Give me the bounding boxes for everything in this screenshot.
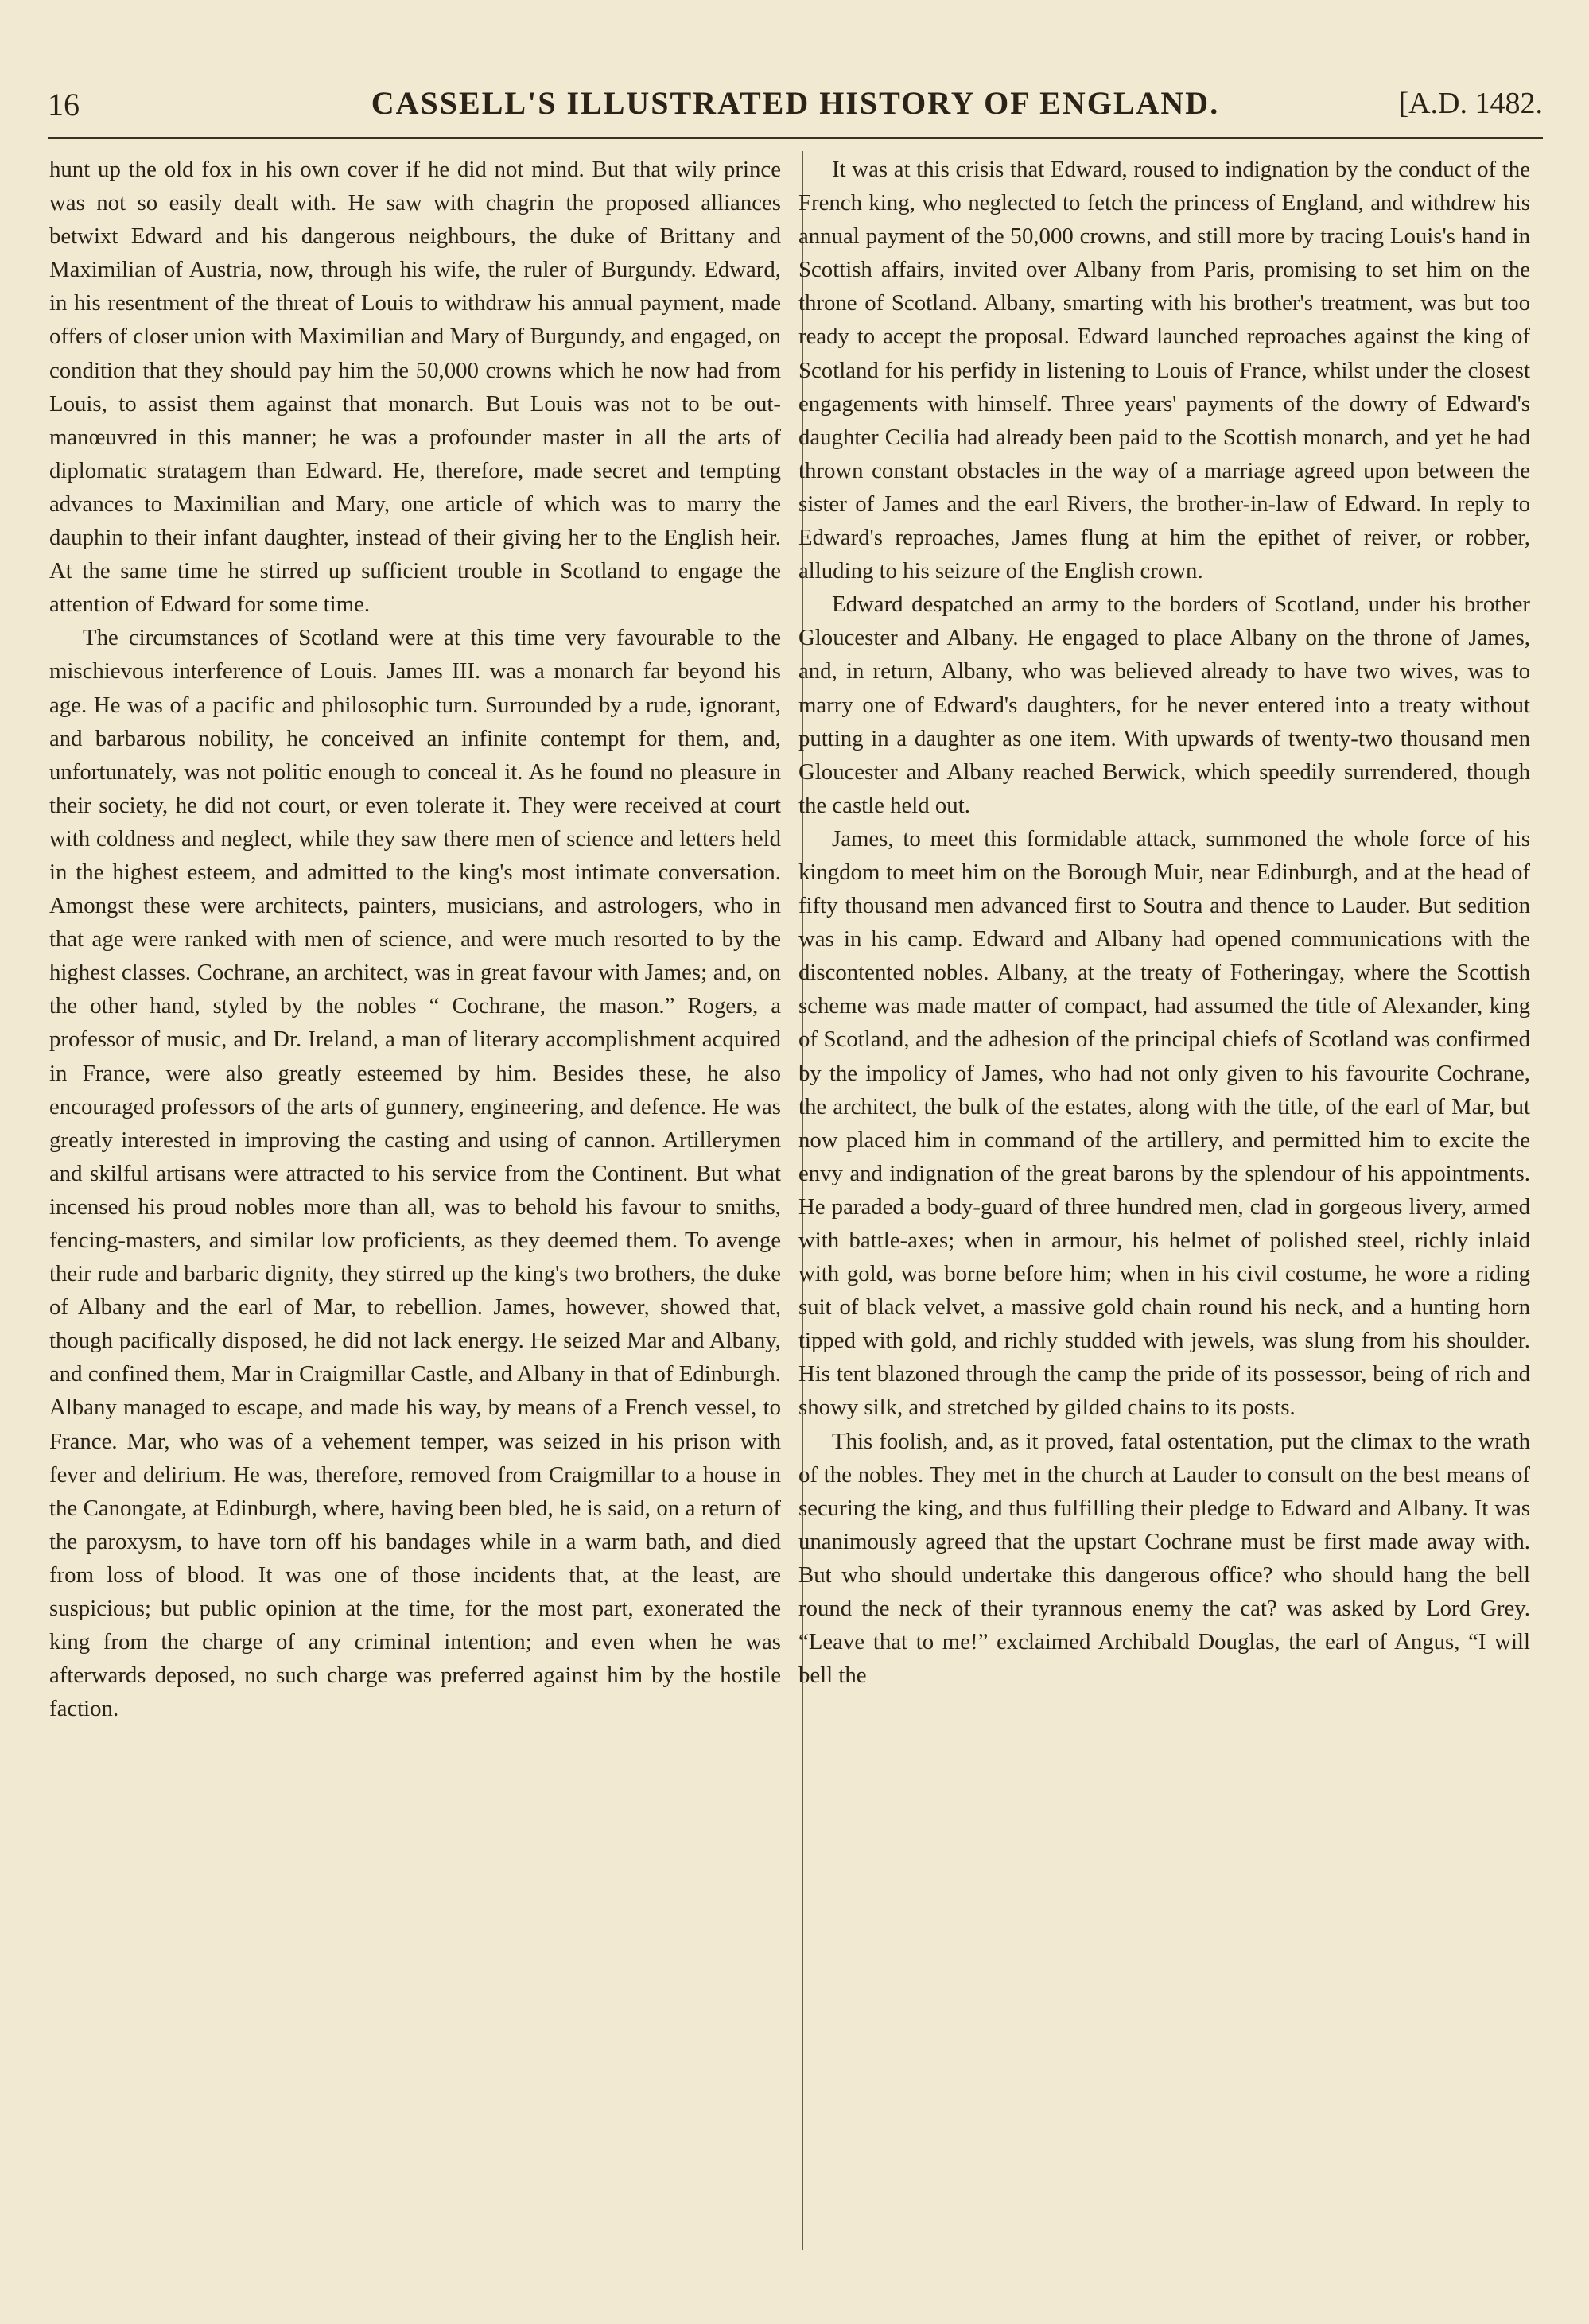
paragraph: hunt up the old fox in his own cover if he did not mind. But that wily prince was not so easily dealt with. He saw with chagrin the proposed alliances betwixt Edward and his dangerous neighbours, the duke of Brittany and Maximilian of Austria, now, through his wife, the ruler of Burgundy. Edward, in his resentment of the threat of Louis to withdraw his annual payment, made offers of closer union with Maximilian and Mary of Burgundy, and engaged, on condition that they should pay him the 50,000 crowns which he now had from Louis, to assist them against that monarch. But Louis was not to be out-manœuvred in this manner; he was a profounder master in all the arts of diplomatic stratagem than Edward. He, therefore, made secret and tempting advances to Maximilian and Mary, one article of which was to marry the dauphin to their infant daughter, instead of their giving her to the English heir. At the same time he stirred up sufficient trouble in Scotland to engage the attention of Edward for some time. xyxy=(49,157,781,618)
paragraph: Edward despatched an army to the borders of Scotland, under his brother Gloucester and Albany. He engaged to place Albany on the throne of James, and, in return, Albany, who was believed already to have two wives, was to marry one of Edward's daughters, for he never entered into a treaty without putting in a daughter as one item. With upwards of twenty-two thousand men Gloucester and Albany reached Berwick, which speedily surrendered, though the castle held out. xyxy=(798,592,1530,818)
running-title: CASSELL'S ILLUSTRATED HISTORY OF ENGLAND. xyxy=(371,85,1220,121)
page-number: 16 xyxy=(48,87,80,122)
paragraph: The circumstances of Scotland were at this time very favourable to the mischievous interference of Louis. James III. was a monarch far beyond his age. He was of a pacific and philosophic turn. Surrounded by a rude, ignorant, and barbarous nobility, he conceived an infinite contempt for them, and, unfortunately, was not politic enough to conceal it. As he found no pleasure in their society, he did not court, or even tolerate it. They were received at court with coldness and neglect, while they saw there men of science and letters held in the highest esteem, and admitted to the king's most intimate conversation. Amongst these were architects, painters, musicians, and astrologers, who in that age were ranked with men of science, and were much resorted to by the highest classes. Cochrane, an architect, was in great favour with James; and, on the other hand, styled by the nobles “ Cochrane, the mason.” Rogers, a professor of music, and Dr. Ireland, a man of literary accomplishment acquired in France, were also greatly esteemed by him. Besides these, he also encouraged professors of the arts of gunnery, engineering, and defence. He was greatly interested in improving the casting and using of cannon. Artillerymen and skilful artisans were attracted to his service from the Continent. But what incensed his proud nobles more than all, was to behold his favour to smiths, fencing-masters, and similar low proficients, as they deemed them. To avenge their rude and barbaric dignity, they stirred up the king's two brothers, the duke of Albany and the earl of Mar, to rebellion. James, however, showed that, though pacifically disposed, he did not lack energy. He seized Mar and Albany, and confined them, Mar in Craigmillar Castle, and Albany in that of Edinburgh. Albany managed to escape, and made his way, by means of a French vessel, to France. Mar, who was of a vehement temper, was seized in his prison with fever and delirium. He was, therefore, removed from Craigmillar to a house in the Canongate, at Edinburgh, where, having been bled, he is said, on a return of the paroxysm, to have torn off his bandages while in a warm bath, and died from loss of blood. It was one of those incidents that, at the least, are suspicious; but public opinion at the time, for the most part, exonerated the king from the charge of any criminal intention; and even when he was afterwards deposed, no such charge was preferred against him by the hostile faction. xyxy=(49,625,781,1722)
left-column xyxy=(49,153,781,1725)
right-column xyxy=(798,153,1530,1692)
paragraph: It was at this crisis that Edward, roused to indignation by the conduct of the French king, who neglected to fetch the princess of England, and withdrew his annual payment of the 50,000 crowns, and still more by tracing Louis's hand in Scottish affairs, invited over Albany from Paris, promising to set him on the throne of Scotland. Albany, smarting with his brother's treatment, was but too ready to accept the proposal. Edward launched reproaches against the king of Scotland for his perfidy in listening to Louis of France, whilst under the closest engagements with himself. Three years' payments of the dowry of Edward's daughter Cecilia had already been paid to the Scottish monarch, and yet he had thrown constant obstacles in the way of a marriage agreed upon between the sister of James and the earl Rivers, the brother-in-law of Edward. In reply to Edward's reproaches, James flung at him the epithet of reiver, or robber, alluding to his seizure of the English crown. xyxy=(798,157,1530,584)
paragraph: This foolish, and, as it proved, fatal ostentation, put the climax to the wrath of the nobles. They met in the church at Lauder to consult on the best means of securing the king, and thus fulfilling their pledge to Edward and Albany. It was unanimously agreed that the upstart Cochrane must be first made away with. But who should undertake this dangerous office? who should hang the bell round the neck of their tyrannous enemy the cat? was asked by Lord Grey. “Leave that to me!” exclaimed Archibald Douglas, the earl of Angus, “I will bell the xyxy=(798,1428,1530,1689)
running-date: [A.D. 1482. xyxy=(1398,87,1543,120)
header-rule xyxy=(48,137,1543,139)
paragraph: James, to meet this formidable attack, summoned the whole force of his kingdom to meet him on the Borough Muir, near Edinburgh, and at the head of fifty thousand men advanced first to Soutra and thence to Lauder. But sedition was in his camp. Edward and Albany had opened communications with the discontented nobles. Albany, at the treaty of Fotheringay, where the Scottish scheme was made matter of compact, had assumed the title of Alexander, king of Scotland, and the adhesion of the principal chiefs of Scotland was confirmed by the impolicy of James, who had not only given to his favourite Cochrane, the architect, the bulk of the estates, along with the title, of the earl of Mar, but now placed him in command of the artillery, and permitted him to excite the envy and indignation of the great barons by the splendour of his appointments. He paraded a body-guard of three hundred men, clad in gorgeous livery, armed with battle-axes; when in armour, his helmet of polished steel, richly inlaid with gold, was borne before him; when in his civil costume, he wore a riding suit of black velvet, a massive gold chain round his neck, and a hunting horn tipped with gold, and richly studded with jewels, was slung from his shoulder. His tent blazoned through the camp the pride of its possessor, being of rich and showy silk, and stretched by gilded chains to its posts. xyxy=(798,825,1530,1421)
page-header xyxy=(48,80,1543,127)
